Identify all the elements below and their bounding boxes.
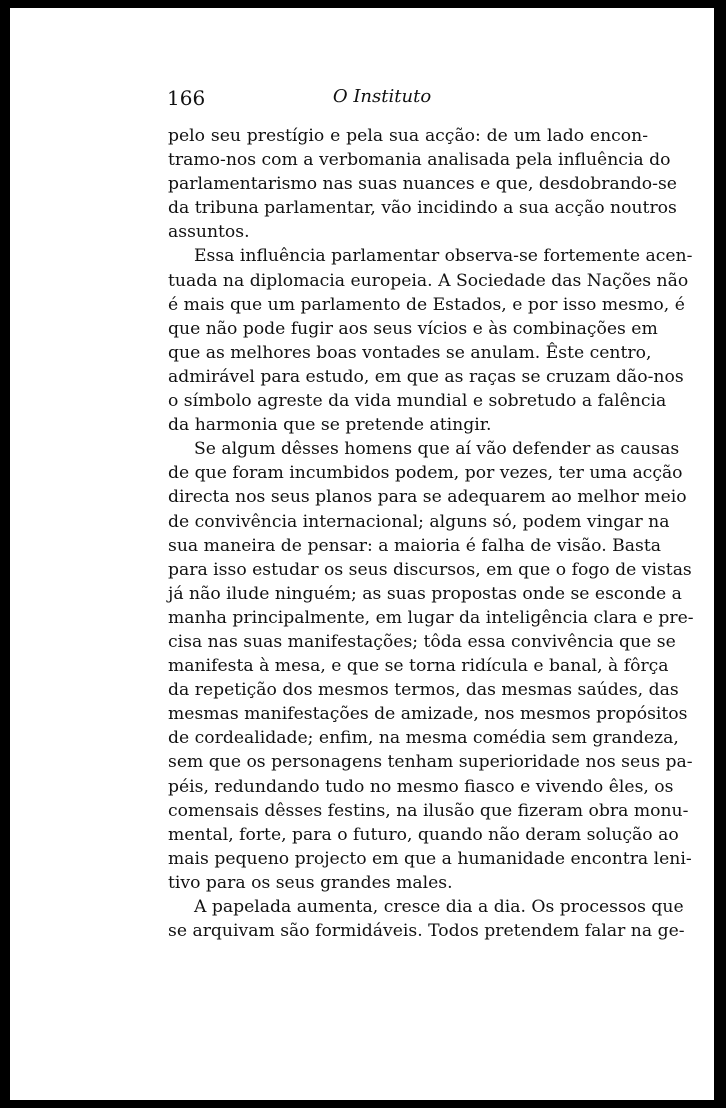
- page-number: 166: [167, 86, 206, 110]
- text-line: que não pode fugir aos seus vícios e às combinações em: [168, 318, 658, 339]
- text-line: comensais dêsses festins, na ilusão que fizeram obra monu-: [168, 800, 689, 821]
- text-line: mental, forte, para o futuro, quando não deram solução ao: [168, 824, 679, 845]
- paragraph: [168, 895, 685, 943]
- text-line: de cordealidade; enfim, na mesma comédia sem grandeza,: [168, 728, 679, 749]
- text-line: assuntos.: [168, 222, 250, 243]
- text-line: é mais que um parlamento de Estados, e por isso mesmo, é: [168, 294, 685, 315]
- text-line: péis, redundando tudo no mesmo fiasco e vivendo êles, os: [168, 776, 674, 797]
- text-line: da repetição dos mesmos termos, das mesmas saúdes, das: [168, 680, 679, 701]
- running-title: O Instituto: [332, 86, 432, 107]
- text-line: sem que os personagens tenham superioridade nos seus pa-: [168, 752, 693, 773]
- text-line: se arquivam são formidáveis. Todos pretendem falar na ge-: [168, 921, 685, 942]
- text-line: que as melhores boas vontades se anulam. Êste centro,: [168, 342, 652, 363]
- text-line: mesmas manifestações de amizade, nos mesmos propósitos: [168, 704, 688, 725]
- text-line: A papelada aumenta, cresce dia a dia. Os processos que: [194, 897, 684, 917]
- text-line: parlamentarismo nas suas nuances e que, desdobrando-se: [168, 174, 677, 195]
- text-line: manha principalmente, em lugar da inteligência clara e pre-: [168, 607, 694, 628]
- book-page: [10, 8, 714, 1100]
- text-line: de que foram incumbidos podem, por vezes, ter uma acção: [168, 463, 683, 484]
- paragraph: [168, 124, 677, 244]
- text-line: pelo seu prestígio e pela sua acção: de um lado encon-: [168, 126, 648, 146]
- page-header: [10, 86, 714, 116]
- text-line: tramo-nos com a verbomania analisada pela influência do: [168, 150, 671, 171]
- text-line: o símbolo agreste da vida mundial e sobretudo a falência: [168, 391, 667, 412]
- text-line: para isso estudar os seus discursos, em que o fogo de vistas: [168, 559, 692, 580]
- text-line: directa nos seus planos para se adequarem ao melhor meio: [168, 487, 687, 508]
- text-line: já não ilude ninguém; as suas propostas onde se esconde a: [168, 583, 682, 604]
- text-line: manifesta à mesa, e que se torna ridícula e banal, à fôrça: [168, 656, 669, 677]
- text-line: tuada na diplomacia europeia. A Sociedade das Nações não: [168, 270, 689, 291]
- text-line: da harmonia que se pretende atingir.: [168, 415, 492, 436]
- text-line: Essa influência parlamentar observa-se fortemente acen-: [194, 246, 693, 267]
- paragraph: [168, 244, 693, 437]
- text-line: de convivência internacional; alguns só, podem vingar na: [168, 511, 670, 532]
- body-text: [168, 124, 694, 943]
- text-line: admirável para estudo, em que as raças se cruzam dão-nos: [168, 366, 684, 387]
- paragraph: [168, 437, 694, 895]
- text-line: da tribuna parlamentar, vão incidindo a sua acção noutros: [168, 198, 677, 219]
- text-line: mais pequeno projecto em que a humanidade encontra leni-: [168, 848, 692, 869]
- text-line: sua maneira de pensar: a maioria é falha de visão. Basta: [168, 535, 662, 556]
- text-line: cisa nas suas manifestações; tôda essa convivência que se: [168, 631, 676, 652]
- text-line: Se algum dêsses homens que aí vão defender as causas: [194, 439, 680, 460]
- text-line: tivo para os seus grandes males.: [168, 872, 453, 893]
